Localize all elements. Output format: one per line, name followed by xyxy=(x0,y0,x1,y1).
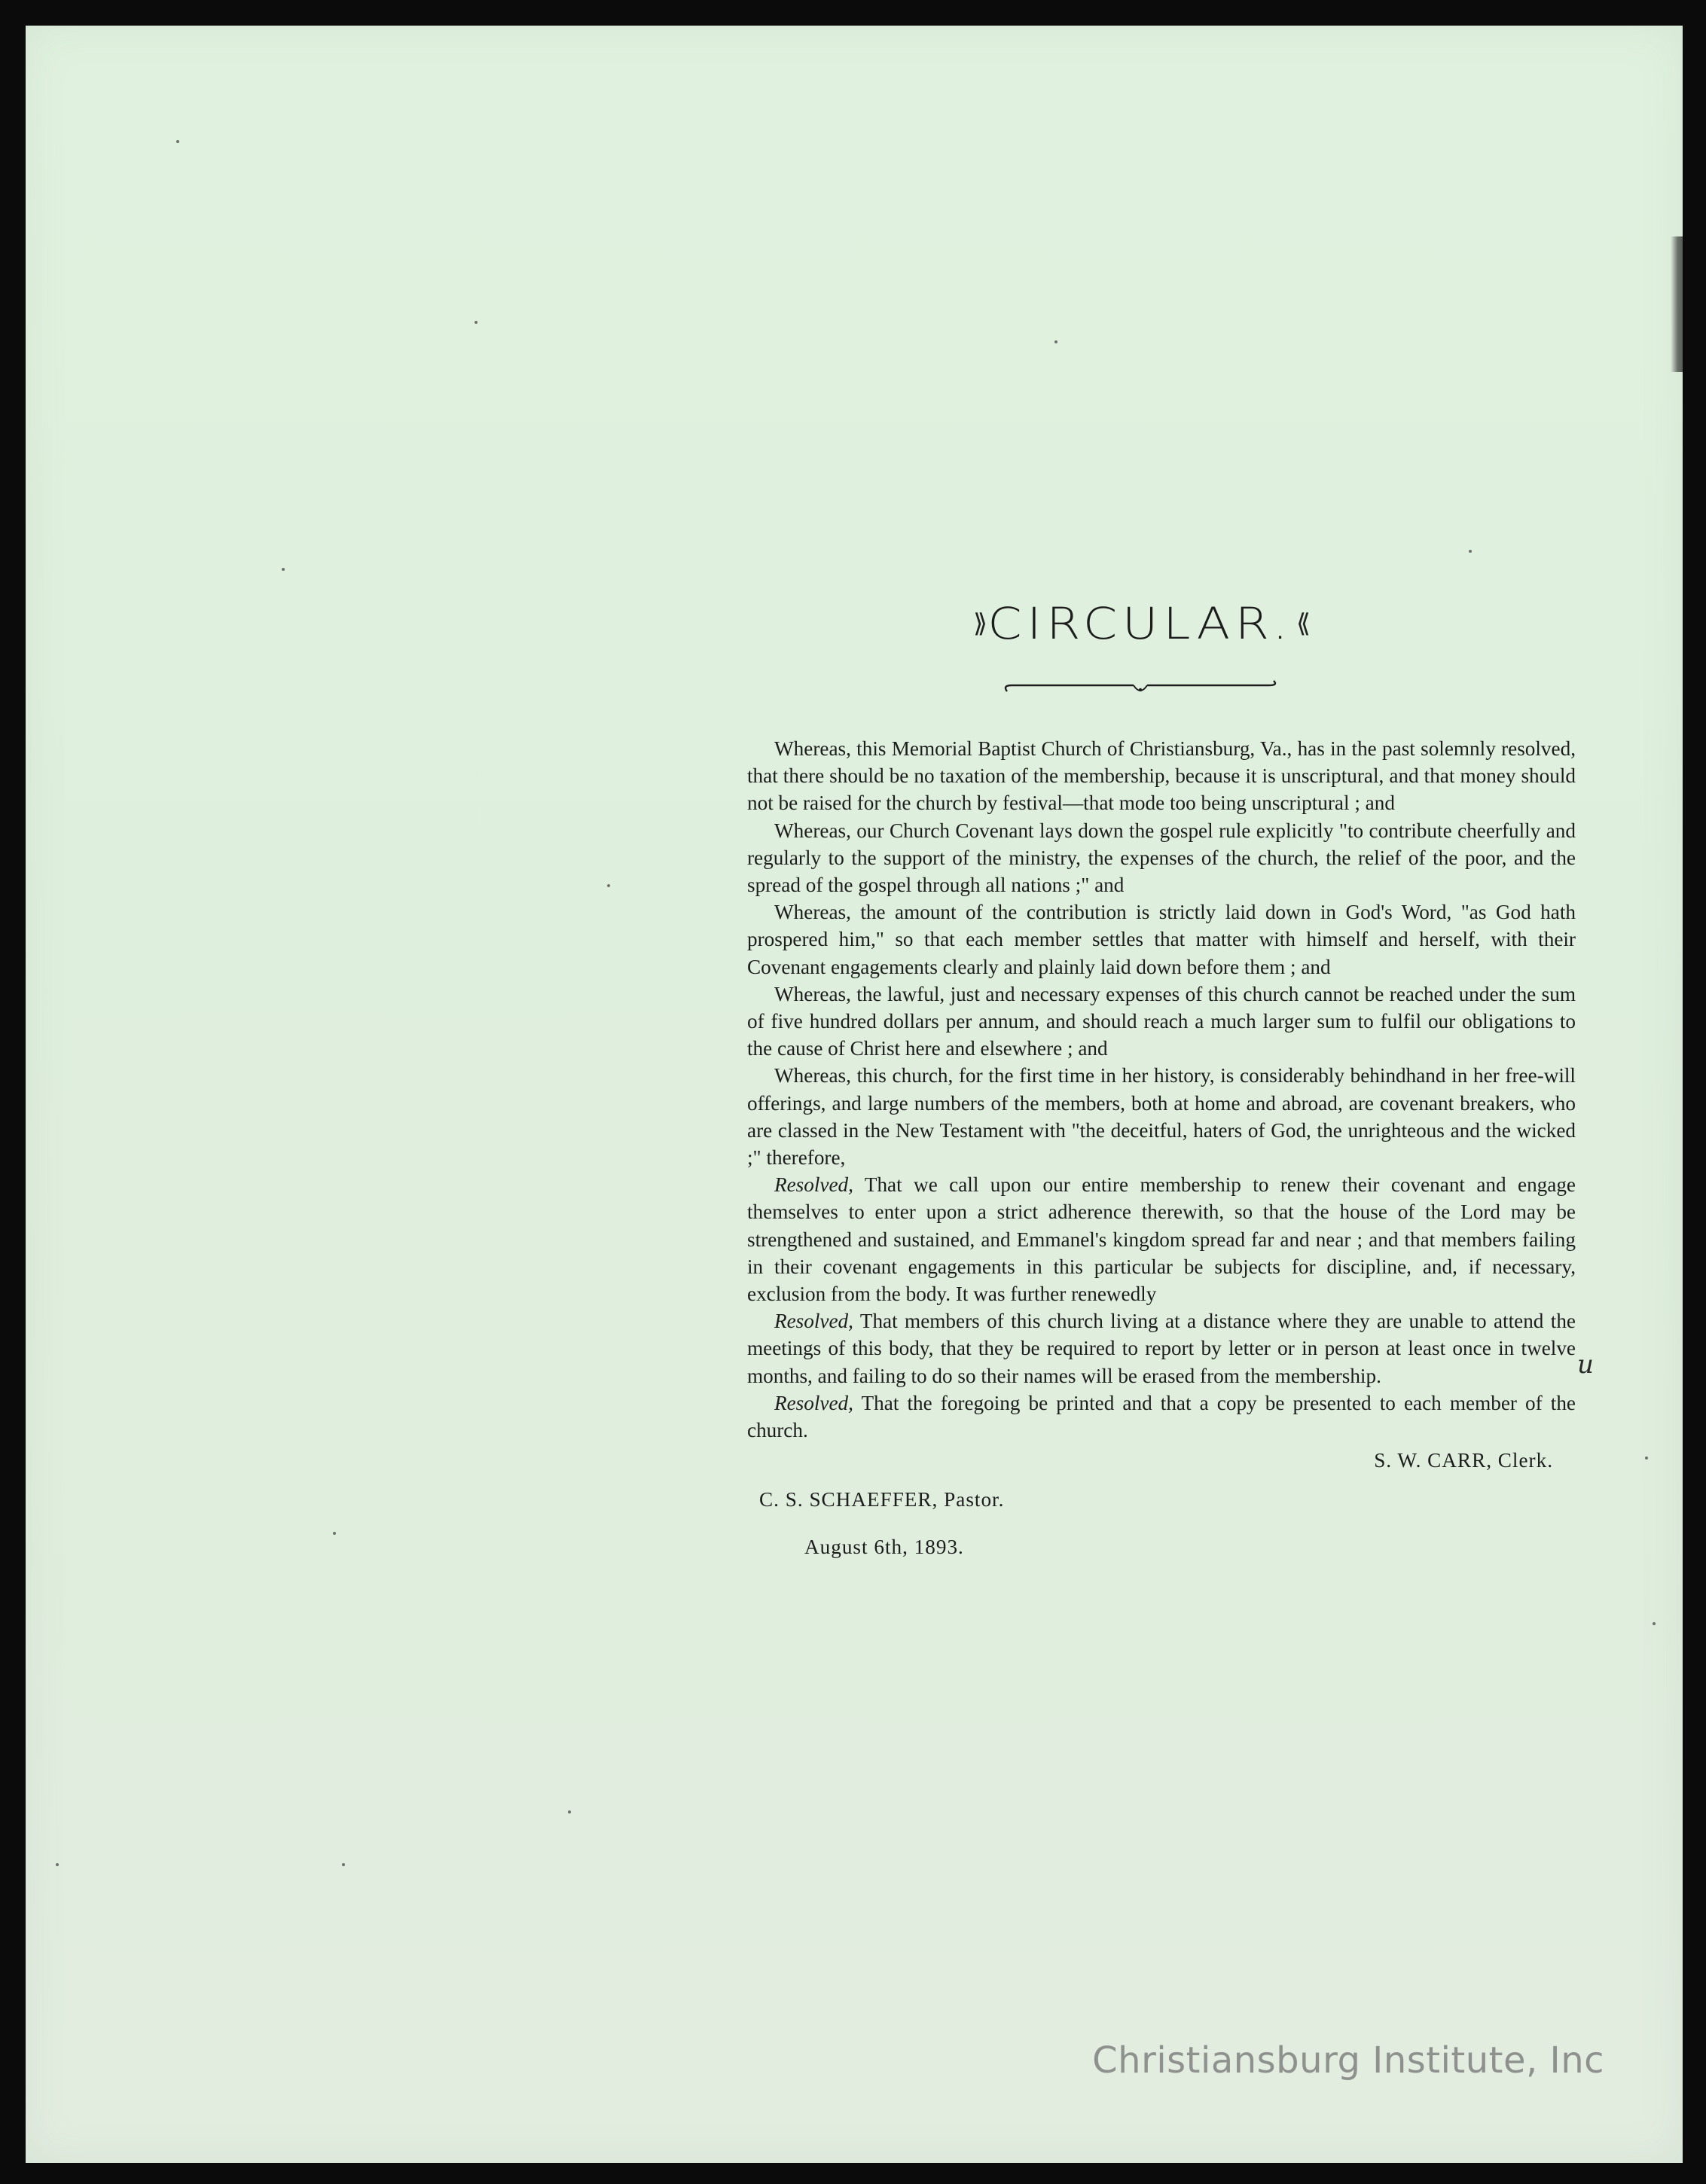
resolution-3: Resolved, That the foregoing be printed and that a copy be presented to each member of the church. xyxy=(747,1391,1576,1442)
paper-speck xyxy=(1645,1457,1648,1460)
ornament-right-icon: ⟪ xyxy=(1296,610,1308,638)
paper-speck xyxy=(282,568,285,571)
pastor-signature: C. S. SCHAEFFER, Pastor. xyxy=(759,1488,1005,1511)
paper-speck xyxy=(342,1863,345,1866)
paragraph-3: Whereas, the amount of the contribution is strictly laid down in God's Word, "as God hath prospered him," so that each member settles that matter with himself and herself, with their Covenant engagements clearly and plainly laid down before them ; and xyxy=(747,901,1576,978)
resolution-2: Resolved, That members of this church living at a distance where they are unable to attend the meetings of this body, that they be required to report by letter or in person at least once in twelve months, and failing to do so their names will be erased from the membership. xyxy=(747,1310,1576,1387)
document-body xyxy=(747,735,1576,1560)
paragraph-1: Whereas, this Memorial Baptist Church of Christiansburg, Va., has in the past solemnly resolved, that there should be no taxation of the membership, because it is unscriptural, and that money should not be raised for the church by festival—that mode too being unscriptural ; and xyxy=(747,737,1576,815)
paper-speck xyxy=(176,140,179,143)
paper-speck xyxy=(1653,1622,1656,1625)
paper-speck xyxy=(1054,340,1057,343)
document-sheet xyxy=(26,26,1683,2163)
ornamental-rule-icon xyxy=(1001,679,1280,697)
paper-speck xyxy=(56,1863,59,1866)
paragraph-2: Whereas, our Church Covenant lays down the gospel rule explicitly "to contribute cheerfully and regularly to the support of the ministry, the expenses of the church, the relief of the poor, and the spread of the gospel through all nations ;" and xyxy=(747,819,1576,897)
ornament-left-icon: ⟫ xyxy=(973,610,985,638)
paper-edge-mark xyxy=(1671,236,1683,372)
paper-speck xyxy=(1469,550,1472,553)
document-date: August 6th, 1893. xyxy=(804,1535,964,1558)
resolution-1: Resolved, That we call upon our entire membership to renew their covenant and engage themselves to enter upon a strict adherence therewith, so that the house of the Lord may be strengthened and sustained, and Emmanel's kingdom spread far and near ; and that members failing in their covenant engagements in this particular be subjects for discipline, and, if necessary, exclusion from the body. It was further renewedly xyxy=(747,1173,1576,1306)
archive-watermark: Christiansburg Institute, Inc xyxy=(1092,2039,1604,2082)
paper-speck xyxy=(568,1810,571,1813)
paper-speck xyxy=(475,321,478,324)
paragraph-4: Whereas, the lawful, just and necessary expenses of this church cannot be reached under the sum of five hundred dollars per annum, and should reach a much larger sum to fulfil our obligations to the cause of Christ here and elsewhere ; and xyxy=(747,982,1576,1060)
circular-heading xyxy=(892,598,1389,701)
clerk-signature: S. W. CARR, Clerk. xyxy=(1374,1449,1553,1472)
document-title: CIRCULAR. xyxy=(987,598,1293,649)
handwritten-correction: u xyxy=(1577,1350,1594,1380)
paper-speck xyxy=(607,884,610,887)
paragraph-5: Whereas, this church, for the first time in her history, is considerably behindhand in her free-will offerings, and large numbers of the members, both at home and abroad, are covenant breakers, who are classed in the New Testament with "the deceitful, haters of God, the unrighteous and the wicked ;" therefore, xyxy=(747,1064,1576,1170)
paper-speck xyxy=(333,1532,336,1535)
